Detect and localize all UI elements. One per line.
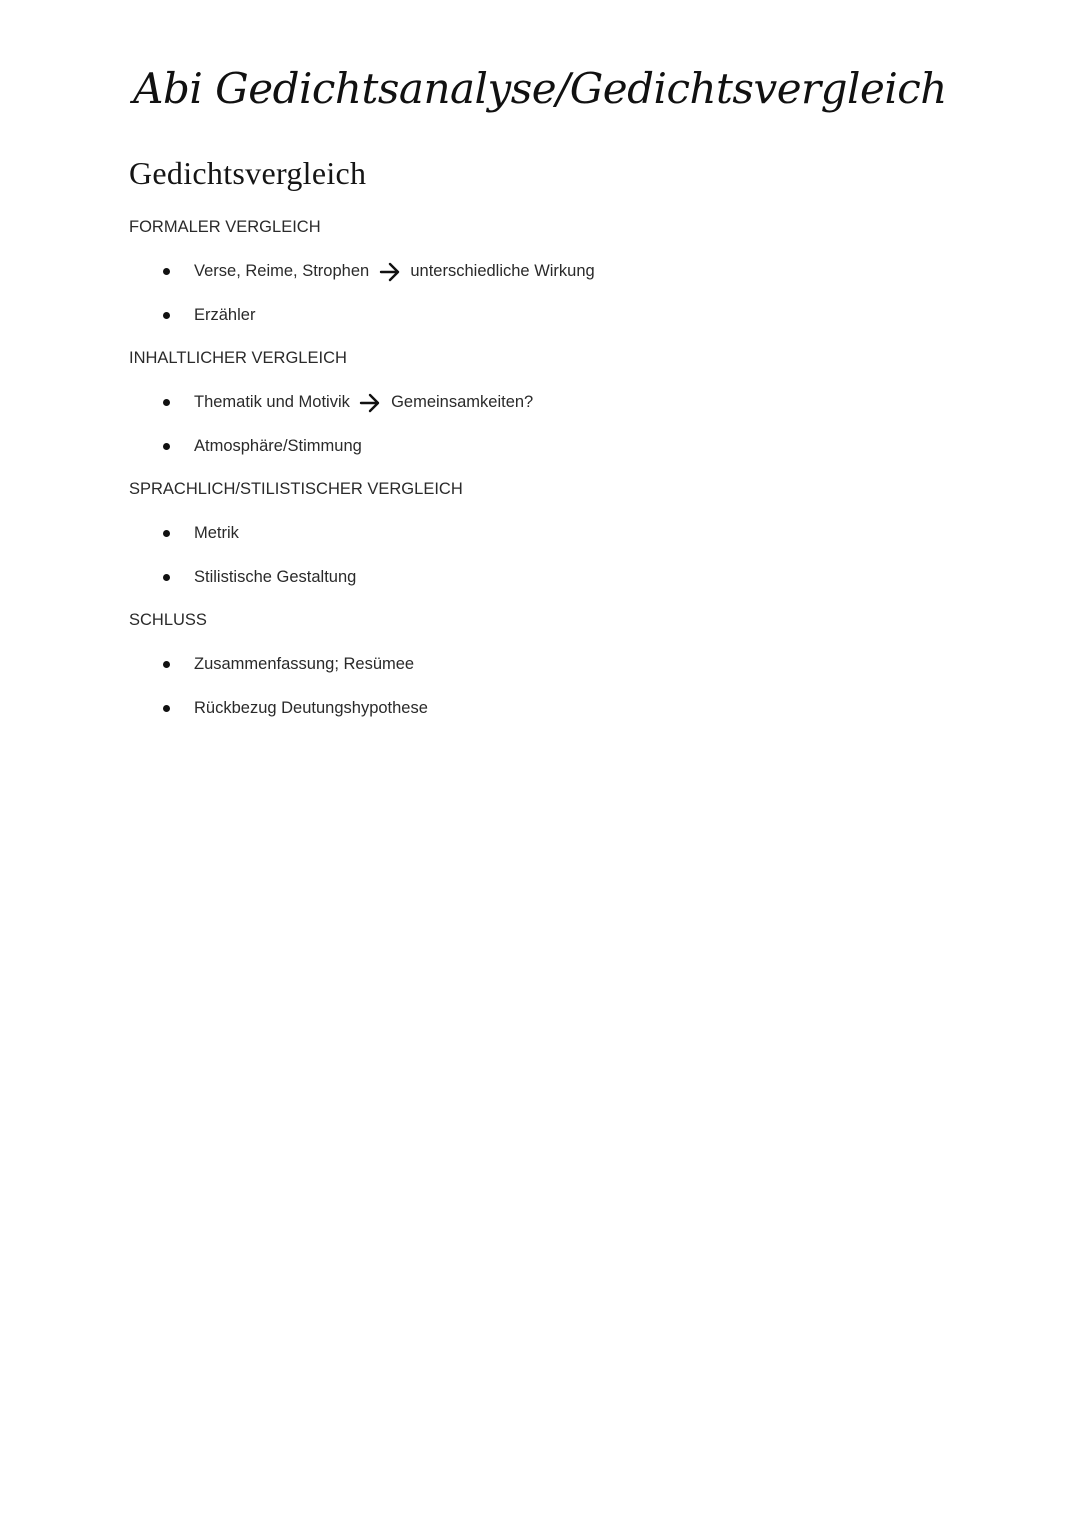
arrow-right-icon [358, 392, 382, 414]
heading-inhaltlicher-vergleich: INHALTLICHER VERGLEICH [129, 349, 347, 367]
list-item-text: Metrik [194, 524, 239, 542]
list-item-text: Rückbezug Deutungshypothese [194, 698, 428, 717]
list-item-arrow-text: Gemeinsamkeiten? [391, 393, 534, 411]
list-item [129, 304, 1009, 326]
bullet-icon [163, 312, 170, 319]
bullet-icon [163, 443, 170, 450]
list-item-text: Thematik und Motivik [194, 393, 350, 411]
document-title: Abi Gedichtsanalyse/Gedichtsvergleich [133, 64, 947, 113]
list-item [129, 566, 1009, 588]
list-inhaltlicher-vergleich [129, 391, 1009, 457]
heading-schluss: SCHLUSS [129, 611, 207, 629]
section-title: Gedichtsvergleich [129, 155, 367, 191]
list-item [129, 435, 1009, 457]
list-item [129, 522, 1009, 544]
list-item-text: Erzähler [194, 305, 256, 324]
bullet-icon [163, 399, 170, 406]
heading-formaler-vergleich: FORMALER VERGLEICH [129, 218, 321, 236]
list-formaler-vergleich [129, 260, 1009, 326]
bullet-icon [163, 268, 170, 275]
bullet-icon [163, 705, 170, 712]
list-item-text: Verse, Reime, Strophen [194, 262, 370, 280]
bullet-icon [163, 530, 170, 537]
content [129, 216, 1009, 740]
list-item [129, 653, 1009, 675]
list-item-arrow-text: unterschiedliche Wirkung [410, 262, 595, 280]
bullet-icon [163, 661, 170, 668]
list-item [129, 260, 1009, 282]
heading-sprachlich-stilistischer-vergleich: SPRACHLICH/STILISTISCHER VERGLEICH [129, 480, 463, 498]
list-item-text: Stilistische Gestaltung [194, 567, 357, 586]
list-item [129, 391, 1009, 413]
arrow-right-icon [378, 261, 402, 283]
list-item-text: Atmosphäre/Stimmung [194, 436, 362, 455]
list-item [129, 697, 1009, 719]
list-item-text: Zusammenfassung; Resümee [194, 655, 415, 673]
bullet-icon [163, 574, 170, 581]
list-schluss [129, 653, 1009, 719]
list-sprachlich-stilistischer-vergleich [129, 522, 1009, 588]
